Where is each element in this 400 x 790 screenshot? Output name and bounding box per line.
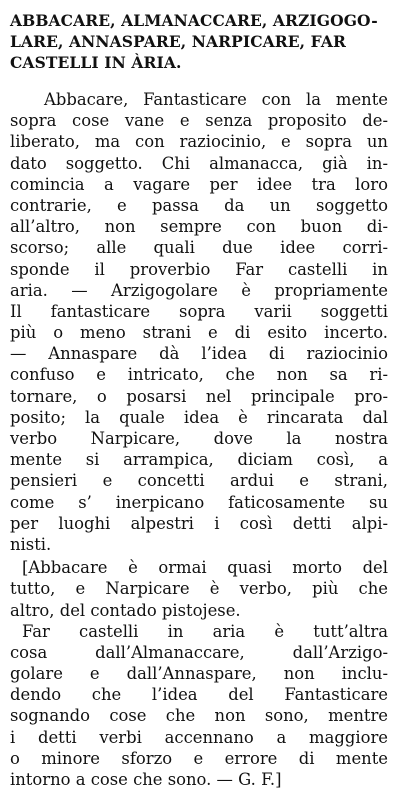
text-line: — Annaspare dà l’idea di raziocinio (10, 344, 388, 364)
text-line: più o meno strani e di esito incerto. (10, 323, 388, 343)
heading-line: CASTELLI IN ÀRIA. (10, 53, 182, 72)
text-line: scorso; alle quali due idee corri- (10, 238, 388, 258)
text-line: tornare, o posarsi nel principale pro- (10, 386, 388, 406)
entry-heading (10, 10, 388, 73)
text-line: tutto, e Narpicare è verbo, più che (10, 579, 388, 599)
text-line: intorno a cose che sono. — G. F.] (10, 770, 282, 789)
heading-line: LARE, ANNASPARE, NARPICARE, FAR (10, 32, 346, 51)
text-line: cosa dall’Almanaccare, dall’Arzigo- (10, 642, 388, 662)
text-line: i detti verbi accennano a maggiore (10, 727, 388, 747)
text-line: liberato, ma con raziocinio, e sopra un (10, 132, 388, 152)
text-line: posito; la quale idea è rincarata dal (10, 407, 388, 427)
text-line: o minore sforzo e errore di mente (10, 748, 388, 768)
text-line: all’altro, non sempre con buon di- (10, 217, 388, 237)
text-line: sopra cose vane e senza proposito de- (10, 111, 388, 131)
text-line: dendo che l’idea del Fantasticare (10, 685, 388, 705)
text-line: pensieri e concetti ardui e strani, (10, 471, 388, 491)
text-line: dato soggetto. Chi almanacca, già in- (10, 153, 388, 173)
text-line: sognando cose che non sono, mentre (10, 706, 388, 726)
paragraph-far-castelli (10, 621, 388, 790)
text-line: nisti. (10, 534, 52, 554)
text-line: altro, del contado pistojese. (10, 600, 241, 620)
text-line: Abbacare, Fantasticare con la mente (44, 90, 388, 109)
text-line: mente si arrampica, diciam così, a (10, 450, 388, 470)
text-line: confuso e intricato, che non sa ri- (10, 365, 388, 385)
dictionary-page (10, 10, 388, 790)
paragraph-abbacare-note (10, 557, 388, 621)
entry-body (10, 89, 388, 790)
text-line: comincia a vagare per idee tra loro (10, 174, 388, 194)
paragraph-abbacare (10, 89, 388, 555)
text-line: per luoghi alpestri i così detti alpi- (10, 513, 388, 533)
heading-line: ABBACARE, ALMANACCARE, ARZIGOGO- (10, 11, 378, 30)
text-line: Far castelli in aria è tutt’altra (22, 621, 388, 641)
text-line: verbo Narpicare, dove la nostra (10, 429, 388, 448)
text-line: Il fantasticare sopra varii soggetti (10, 301, 388, 321)
text-line: [Abbacare è ormai quasi morto del (22, 558, 388, 578)
text-line: sponde il proverbio Far castelli in (10, 259, 388, 279)
text-line: contrarie, e passa da un soggetto (10, 195, 388, 215)
text-line: come s’ inerpicano faticosamente su (10, 492, 388, 512)
text-line: golare e dall’Annaspare, non inclu- (10, 664, 388, 684)
text-line: aria. — Arzigogolare è propriamente (10, 280, 388, 300)
